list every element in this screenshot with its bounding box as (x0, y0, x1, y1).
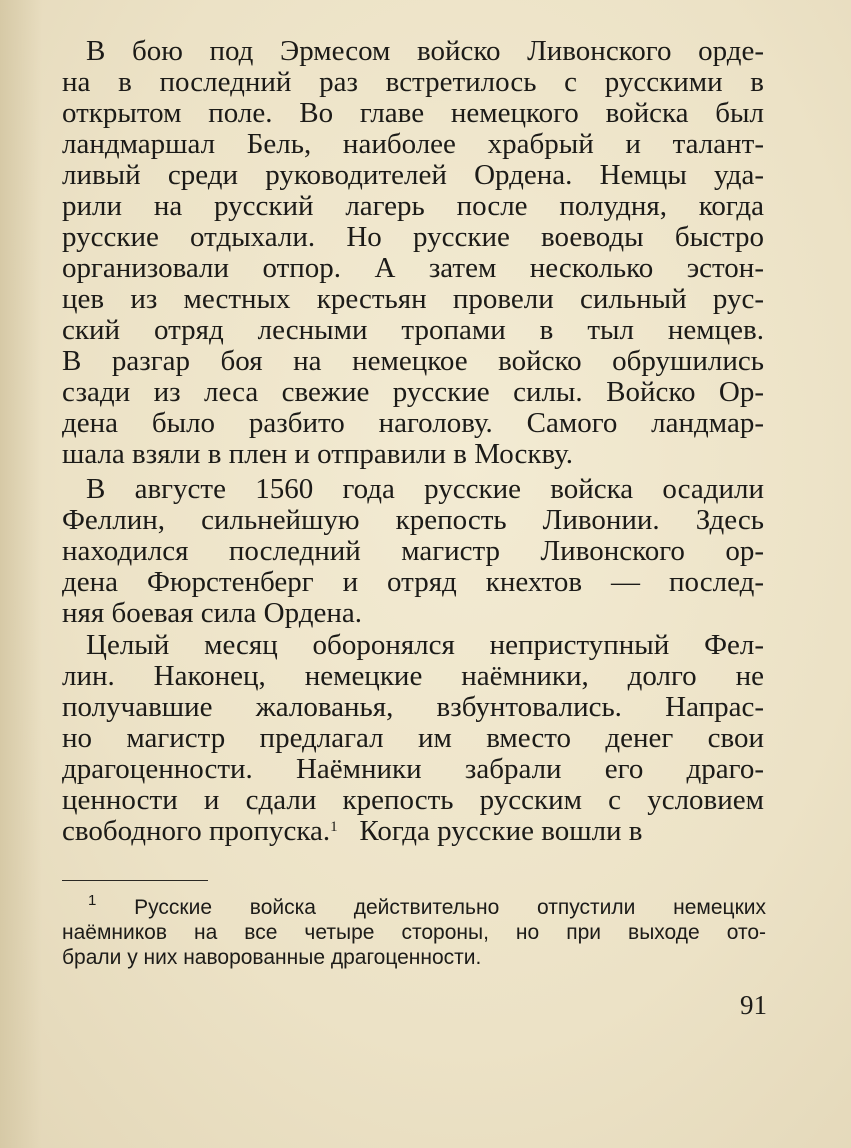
footnote-text: Русские войска действительно отпустили немецких (134, 896, 766, 919)
footnote-separator (62, 880, 208, 881)
text-line: драгоценности. Наёмники забрали его драго- (62, 753, 764, 785)
text-line: цев из местных крестьян провели сильный рус- (62, 283, 764, 315)
text-line: ский отряд лесными тропами в тыл немцев. (62, 314, 764, 346)
text-line: В разгар боя на немецкое войско обрушились (62, 345, 764, 377)
footnote-line (62, 892, 766, 920)
text-line: получавшие жалованья, взбунтовались. Напрас- (62, 691, 764, 723)
text-line: дена Фюрстенберг и отряд кнехтов — послед- (62, 566, 764, 598)
footnote-line: наёмников на все четыре стороны, но при выходе ото- (62, 921, 766, 944)
text-line: ландмаршал Бель, наиболее храбрый и талант- (62, 128, 764, 160)
text-line: на в последний раз встретилось с русскими в (62, 66, 764, 98)
text-line: лин. Наконец, немецкие наёмники, долго не (62, 660, 764, 692)
footnote-marker: 1 (88, 892, 97, 909)
text-line: няя боевая сила Ордена. (62, 597, 363, 629)
text-line: В бою под Эрмесом войско Ливонского орде- (86, 35, 764, 67)
text-line: открытом поле. Во главе немецкого войска был (62, 97, 764, 129)
footnote-reference: 1 (330, 819, 338, 835)
text-segment: свободного пропуска. (62, 815, 331, 847)
text-line: дена было разбито наголову. Самого ландмар- (62, 407, 764, 439)
text-line: сзади из леса свежие русские силы. Войско Ор- (62, 376, 764, 408)
page-gutter-shadow (0, 0, 42, 1148)
text-line: Феллин, сильнейшую крепость Ливонии. Здесь (62, 504, 764, 536)
text-line: шала взяли в плен и отправили в Москву. (62, 438, 573, 470)
text-line: русские отдыхали. Но русские воеводы быстро (62, 221, 764, 253)
text-line: находился последний магистр Ливонского ор- (62, 535, 764, 567)
text-line: В августе 1560 года русские войска осадили (86, 473, 764, 505)
text-line: ценности и сдали крепость русским с условием (62, 784, 764, 816)
footnote-line: брали у них наворованные драгоценности. (62, 946, 482, 969)
text-segment: Когда русские вошли в (359, 815, 643, 847)
text-line: ливый среди руководителей Ордена. Немцы уда- (62, 159, 764, 191)
text-line: но магистр предлагал им вместо денег свои (62, 722, 764, 754)
text-line: рили на русский лагерь после полудня, когда (62, 190, 764, 222)
page-number: 91 (740, 990, 767, 1020)
text-line: организовали отпор. А затем несколько эстон- (62, 252, 764, 284)
text-line (62, 816, 764, 847)
text-line: Целый месяц оборонялся неприступный Фел- (86, 629, 764, 661)
